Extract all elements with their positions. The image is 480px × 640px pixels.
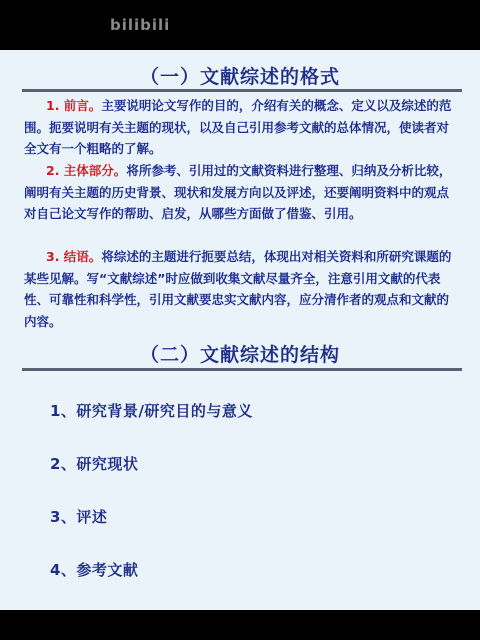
paragraph-body [24, 160, 456, 225]
list-item: 3、评述 [50, 508, 108, 526]
list-item: 4、参考文献 [50, 561, 139, 579]
bilibili-watermark: bilibili [110, 16, 171, 34]
list-item: 2、研究现状 [50, 455, 139, 473]
paragraph-text: 将综述的主题进行扼要总结，体现出对相关资料和所研究课题的某些见解。写“文献综述”时应做到收集文献尽量齐全，注意引用文献的代表性、可靠性和科学性，引用文献要忠实文献内容，应分清作者的观点和文献的内容。 [24, 249, 452, 329]
paragraph-intro [24, 95, 456, 160]
section2-rule [22, 368, 462, 371]
paragraph-conclusion [24, 246, 456, 332]
section1-rule [22, 89, 462, 92]
paragraph-lead: 3. 结语。 [46, 249, 102, 264]
paragraph-lead: 2. 主体部分。 [46, 163, 127, 178]
slide [0, 50, 480, 610]
section2-title: （二）文献综述的结构 [139, 344, 340, 366]
paragraph-text: 将所参考、引用过的文献资料进行整理、归纳及分析比较，阐明有关主题的历史背景、现状和发展方向以及评述，还要阐明资料中的观点对自己论文写作的帮助、启发，从哪些方面做了借鉴、引用。 [24, 163, 452, 221]
top-black-bar [0, 0, 480, 50]
bottom-black-bar [0, 610, 480, 640]
list-item: 1、研究背景/研究目的与意义 [50, 402, 253, 420]
section1-title: （一）文献综述的格式 [139, 66, 340, 88]
paragraph-lead: 1. 前言。 [46, 98, 102, 113]
paragraph-text: 主要说明论文写作的目的，介绍有关的概念、定义以及综述的范围。扼要说明有关主题的现状，以及自己引用参考文献的总体情况，使读者对全文有一个粗略的了解。 [24, 98, 452, 156]
